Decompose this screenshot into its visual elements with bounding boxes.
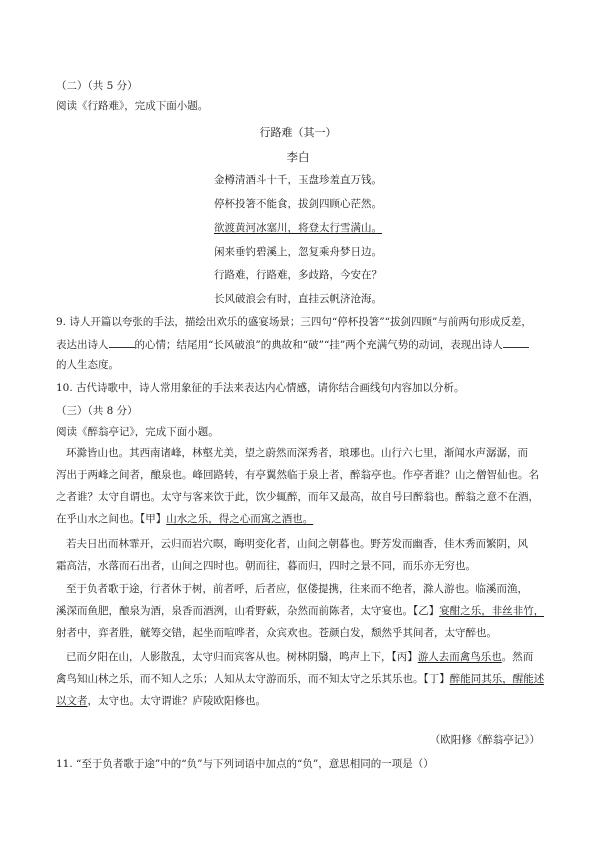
underlined-sentence-yi: 宴酣之乐，非丝非竹， bbox=[439, 605, 544, 617]
essay-p1-line-1: 环滁皆山也。其西南诸峰，林壑尤美，望之蔚然而深秀者，琅琊也。山行六七里，渐闻水声潺潺，而 bbox=[66, 447, 528, 459]
answer-blank[interactable] bbox=[503, 337, 529, 348]
question-11: 11. “至于负者歌于途”中的“负”与下列词语中加点的“负”，意思相同的一项是（） bbox=[56, 758, 434, 770]
section2-instruction: 阅读《行路难》，完成下面小题。 bbox=[56, 100, 209, 112]
question-10: 10. 古代诗歌中，诗人常用象征的手法来表达内心情感，请你结合画线句内容加以分析。 bbox=[56, 382, 465, 394]
underlined-sentence-ding: 醉能同其乐，醒能述 bbox=[449, 673, 544, 685]
essay-p4-line-2: 禽鸟知山林之乐，而不知人之乐；人知从太守游而乐，而不知太守之乐其乐也。【丁】醉能同其乐，醒能述 bbox=[56, 673, 544, 685]
underlined-sentence-jia: 山水之乐，得之心而寓之酒也。 bbox=[166, 513, 314, 525]
poem-title: 行路难（其一） bbox=[259, 126, 337, 139]
poem-line-5: 行路难，行路难，多歧路，今安在？ bbox=[214, 269, 382, 281]
essay-p2-line-2: 霜高洁，水落而石出者，山间之四时也。朝而往，暮而归，四时之景不同，而乐亦无穷也。 bbox=[56, 560, 476, 572]
essay-p3-line-2: 溪深而鱼肥，酿泉为酒，泉香而酒洌，山肴野蔌，杂然而前陈者，太守宴也。【乙】宴酣之乐，非丝非竹， bbox=[56, 605, 544, 617]
essay-p4-line-3: 以文者，太守也。太守谓谁？庐陵欧阳修也。 bbox=[56, 695, 266, 707]
poem-line-1: 金樽清酒斗十千，玉盘珍羞直万钱。 bbox=[214, 174, 382, 186]
essay-p3-line-1: 至于负者歌于途，行者休于树，前者呼，后者应，伛偻提携，往来而不绝者，滁人游也。临溪而渔， bbox=[66, 583, 528, 595]
essay-p2-line-1: 若夫日出而林霏开，云归而岩穴暝，晦明变化者，山间之朝暮也。野芳发而幽香，佳木秀而繁阴，风 bbox=[66, 538, 528, 550]
essay-p4-line-1: 已而夕阳在山，人影散乱，太守归而宾客从也。树林阴翳，鸣声上下，【丙】游人去而禽鸟乐也。然而 bbox=[66, 651, 534, 663]
section3-instruction: 阅读《醉翁亭记》，完成下面小题。 bbox=[56, 426, 219, 438]
question-9-line-1: 9. 诗人开篇以夸张的手法，描绘出欢乐的盛宴场景；三四句“停杯投箸”“拔剑四顾”与前两句形成反差， bbox=[56, 316, 532, 328]
poem-author: 李白 bbox=[286, 150, 310, 164]
section2-header: （二）（共 5 分） bbox=[56, 80, 138, 92]
essay-p1-line-4: 在乎山水之间也。【甲】山水之乐，得之心而寓之酒也。 bbox=[56, 513, 314, 525]
underlined-sentence-ding-end: 以文者 bbox=[56, 695, 88, 707]
poem-line-6: 长风破浪会有时，直挂云帆济沧海。 bbox=[214, 293, 382, 305]
section3-header: （三）（共 8 分） bbox=[56, 405, 138, 417]
essay-source: （欧阳修《醉翁亭记》） bbox=[429, 734, 540, 746]
underlined-sentence-bing: 游人去而禽鸟乐也 bbox=[417, 651, 502, 663]
answer-blank[interactable] bbox=[109, 337, 135, 348]
essay-p3-line-3: 射者中，弈者胜，觥筹交错，起坐而喧哗者，众宾欢也。苍颜白发，颓然乎其间者，太守醉也。 bbox=[56, 627, 497, 639]
question-9-line-2: 表达出诗人 的心情；结尾用“长风破浪”的典故和“破”“挂”两个充满气势的动词，表现出诗人 bbox=[56, 337, 544, 352]
poem-line-2: 停杯投箸不能食，拔剑四顾心茫然。 bbox=[214, 198, 382, 210]
question-9-line-3: 的人生态度。 bbox=[56, 359, 119, 371]
essay-p1-line-3: 之者谁？太守自谓也。太守与客来饮于此，饮少辄醉，而年又最高，故自号曰醉翁也。醉翁之意不在酒， bbox=[56, 491, 539, 503]
underlined-poem-line: 欲渡黄河冰塞川，将登太行雪满山。 bbox=[214, 222, 382, 234]
essay-p1-line-2: 泻出于两峰之间者，酿泉也。峰回路转，有亭翼然临于泉上者，醉翁亭也。作亭者谁？山之僧智仙也。名 bbox=[56, 469, 539, 481]
poem-line-3-underlined bbox=[0, 221, 596, 235]
poem-line-4: 闲来垂钓碧溪上，忽复乘舟梦日边。 bbox=[214, 246, 382, 258]
